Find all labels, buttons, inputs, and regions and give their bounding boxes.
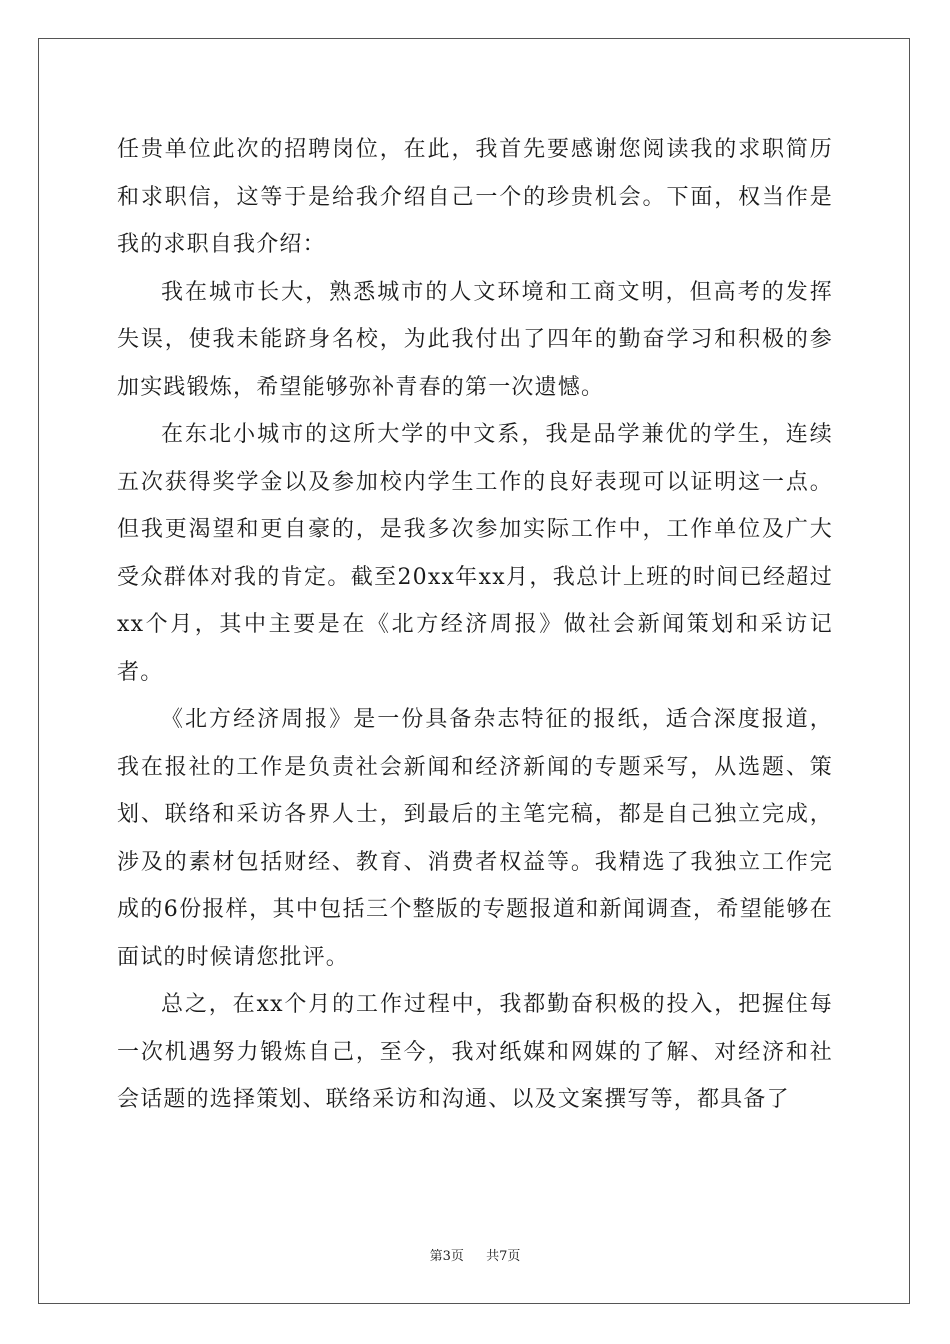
- paragraph-1: 任贵单位此次的招聘岗位，在此，我首先要感谢您阅读我的求职简历和求职信，这等于是给我介绍自己一个的珍贵机会。下面，权当作是我的求职自我介绍：: [117, 137, 833, 257]
- paragraph-5: 总之，在xx个月的工作过程中，我都勤奋积极的投入，把握住每一次机遇努力锻炼自己，至今，我对纸媒和网媒的了解、对经济和社会话题的选择策划、联络采访和沟通、以及文案撰写等，都具备了: [117, 992, 833, 1112]
- page-number: 第3页: [429, 1249, 464, 1264]
- paragraph-3: 在东北小城市的这所大学的中文系，我是品学兼优的学生，连续五次获得奖学金以及参加校内学生工作的良好表现可以证明这一点。但我更渴望和更自豪的，是我多次参加实际工作中，工作单位及广大受众群体对我的肯定。截至20xx年xx月，我总计上班的时间已经超过xx个月，其中主要是在《北方经济周报》做社会新闻策划和采访记者。: [117, 422, 833, 685]
- paragraph-2: 我在城市长大，熟悉城市的人文环境和工商文明，但高考的发挥失误，使我未能跻身名校，为此我付出了四年的勤奋学习和积极的参加实践锻炼，希望能够弥补青春的第一次遗憾。: [117, 279, 833, 400]
- paragraph-4: 《北方经济周报》是一份具备杂志特征的报纸，适合深度报道，我在报社的工作是负责社会新闻和经济新闻的专题采写，从选题、策划、联络和采访各界人士，到最后的主笔完稿，都是自己独立完成，涉及的素材包括财经、教育、消费者权益等。我精选了我独立工作完成的6份报样，其中包括三个整版的专题报道和新闻调查，希望能够在面试的时候请您批评。: [117, 707, 833, 970]
- page-footer: [0, 1245, 950, 1264]
- page-total: 共7页: [486, 1249, 521, 1264]
- document-body: [117, 126, 833, 1124]
